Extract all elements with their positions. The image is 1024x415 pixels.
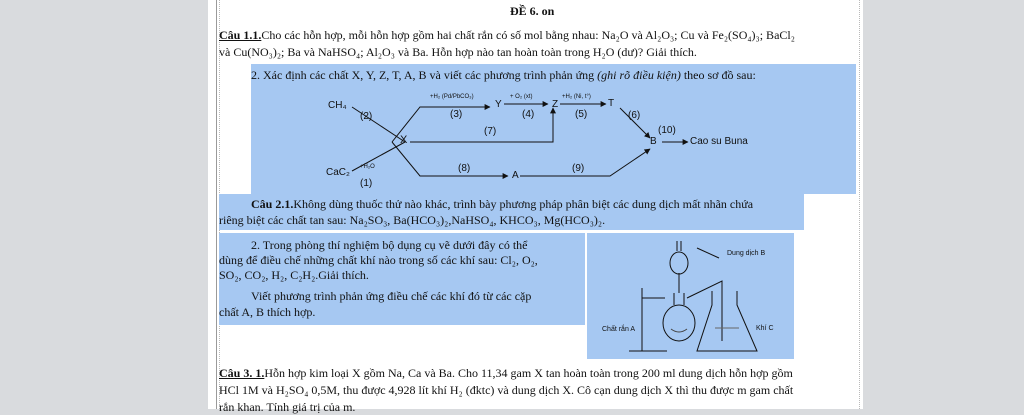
step-6: (6): [628, 110, 641, 121]
compound-z: Z: [552, 99, 559, 110]
question-2-2-line-5: chất A, B thích hợp.: [219, 305, 316, 319]
step-1: (1): [360, 178, 373, 189]
step-8: (8): [458, 163, 471, 174]
condition-1: +H₂O: [360, 164, 375, 170]
question-2-2-line-2: dùng để điều chế những chất khí nào trong số các khí sau: Cl₂, O₂,: [219, 253, 538, 267]
compound-b: B: [650, 136, 657, 147]
question-1-1-line-2: và Cu(NO₃)₂; Ba và NaHSO₄; Al₂O₃ và Ba. Hỗn hợp nào tan hoàn toàn trong H₂O (dư)? Giải thích.: [219, 45, 697, 59]
question-3-label: Câu 3. 1.: [219, 366, 265, 380]
question-2-1-text-1: Không dùng thuốc thử nào khác, trình bày phương pháp phân biệt các dung dịch mất nhãn chứa: [293, 197, 754, 211]
step-2: (2): [360, 111, 373, 122]
question-3-line-3: rắn khan. Tính giá trị của m.: [219, 400, 356, 414]
label-dung-dich-b: Dung dịch B: [727, 250, 766, 257]
question-2-1-line-1: [251, 197, 753, 212]
question-2-1-label: Câu 2.1.: [251, 197, 294, 211]
question-1-2-italic: (ghi rõ điều kiện): [597, 68, 681, 82]
question-1-2-tail: theo sơ đồ sau:: [683, 68, 756, 82]
question-2-2-line-4: Viết phương trình phản ứng điều chế các khí đó từ các cặp: [251, 289, 532, 303]
compound-ch4: CH₄: [328, 100, 347, 111]
step-10: (10): [658, 125, 676, 136]
question-3-text-1: Hỗn hợp kim loại X gồm Na, Ca và Ba. Cho 11,34 gam X tan hoàn toàn trong 200 ml dung dịch hỗn hợp gồm: [264, 366, 793, 380]
question-2-2-line-3: SO₂, CO₂, H₂, C₂H₂.Giải thích.: [219, 268, 369, 282]
page-title: ĐỀ 6. on: [510, 4, 555, 18]
product-buna-rubber: Cao su Buna: [690, 136, 748, 147]
step-4: (4): [522, 109, 535, 120]
step-3: (3): [450, 109, 463, 120]
condition-3: +H₂ (Pd/PbCO₃): [430, 94, 474, 100]
question-2-2-line-1: 2. Trong phòng thí nghiệm bộ dụng cụ vẽ dưới đây có thể: [251, 238, 528, 252]
condition-5: +H₂ (Ni, t°): [562, 94, 591, 100]
question-3-line-2: HCl 1M và H₂SO₄ 0,5M, thu được 4,928 lít khí H₂ (đktc) và dung dịch X. Cô cạn dung dịch X thì thu được m gam chất: [219, 383, 794, 397]
label-khi-c: Khí C: [756, 325, 774, 332]
question-2-1-line-2: riêng biệt các chất tan sau: Na₂SO₃, Ba(HCO₃)₂,NaHSO₄, KHCO₃, Mg(HCO₃)₂.: [219, 213, 606, 227]
compound-y: Y: [495, 99, 502, 110]
compound-a: A: [512, 170, 519, 181]
compound-t: T: [608, 98, 615, 109]
step-7: (7): [484, 126, 497, 137]
arrow-a-b: [520, 149, 650, 176]
compound-x: X: [400, 134, 408, 146]
question-3-line-1: [219, 366, 793, 381]
question-1-2-text: 2. Xác định các chất X, Y, Z, T, A, B và viết các phương trình phản ứng: [251, 68, 595, 82]
step-9: (9): [572, 163, 585, 174]
condition-4: + O₂ (xt): [510, 94, 533, 100]
compound-cac2: CaC₂: [326, 167, 350, 178]
question-1-1-label: Câu 1.1.: [219, 28, 262, 42]
arrow-x-a: [392, 142, 508, 176]
question-1-1-text-1: Cho các hỗn hợp, mỗi hỗn hợp gồm hai chất rắn có số mol bằng nhau: Na₂O và Al₂O₃; Cu và Fe₂(SO₄)₃; BaCl₂: [261, 28, 795, 42]
label-chat-ran-a: Chất rắn A: [602, 326, 636, 333]
step-5: (5): [575, 109, 588, 120]
